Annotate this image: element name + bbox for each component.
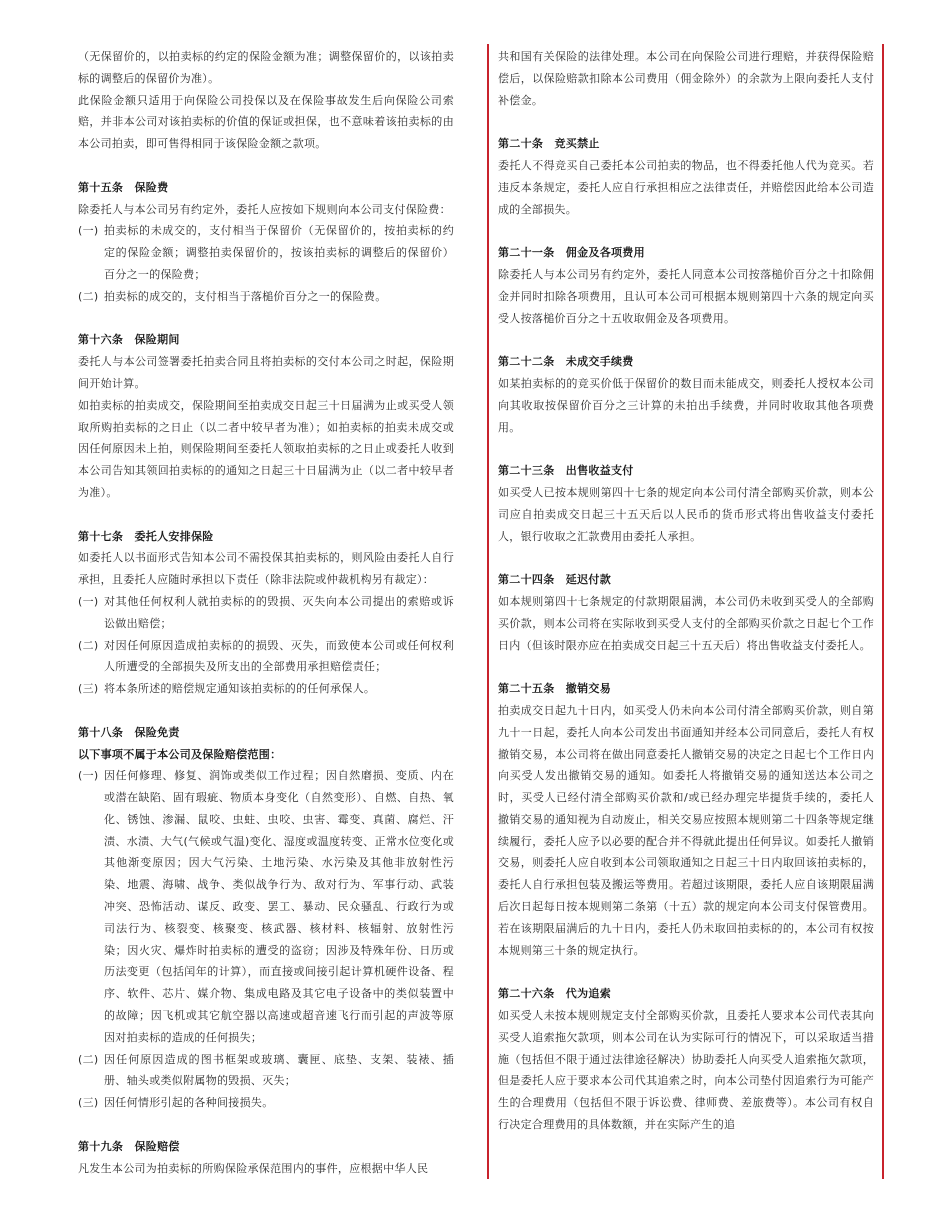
article-18-title: 第十八条 保险免责	[78, 725, 180, 739]
paragraph: 如买受人未按本规则规定支付全部购买价款，且委托人要求本公司代表其向买受人追索拖欠款项，则本公司在认为实际可行的情况下，可以采取适当措施（包括但不限于通过法律途径解决）协助委托人向买受人追索拖欠款项，但是委托人应于要求本公司代其追索之时，向本公司垫付因追索行为可能产生的合理费用（包括但不限于诉讼费、律师费、差旅费等）。本公司有权自行决定合理费用的具体数额，并在实际产生的追	[498, 1009, 874, 1132]
list-number: (二)	[78, 1052, 99, 1066]
left-column	[78, 46, 454, 1179]
paragraph: 共和国有关保险的法律处理。本公司在向保险公司进行理赔，并获得保险赔偿后，以保险赔款扣除本公司费用（佣金除外）的余款为上限向委托人支付补偿金。	[498, 50, 874, 107]
column-divider-right	[882, 44, 884, 1179]
list-text: 因任何情形引起的各种间接损失。	[104, 1096, 274, 1110]
article-21-title: 第二十一条 佣金及各项费用	[498, 246, 645, 260]
list-text: 对其他任何权利人就拍卖标的的毁损、灭失向本公司提出的索赔或诉讼做出赔偿；	[104, 594, 454, 630]
paragraph: 除委托人与本公司另有约定外，委托人同意本公司按落槌价百分之十扣除佣金并同时扣除各项费用，且认可本公司可根据本规则第四十六条的规定向买受人按落槌价百分之十五收取佣金及各项费用。	[498, 267, 874, 325]
paragraph: 如本规则第四十七条规定的付款期限届满，本公司仍未收到买受人的全部购买价款，则本公司将在实际收到买受人支付的全部购买价款之日起七个工作日内（但该时限亦应在拍卖成交日起三十五天后）将出售收益支付委托人。	[498, 594, 874, 652]
article-22-title: 第二十二条 未成交手续费	[498, 355, 634, 369]
list-number: (二)	[78, 289, 99, 303]
article-15-title: 第十五条 保险费	[78, 180, 169, 194]
list-item	[78, 1092, 454, 1114]
paragraph: 此保险金额只适用于向保险公司投保以及在保险事故发生后向保险公司索赔，并非本公司对该拍卖标的价值的保证或担保，也不意味着该拍卖标的由本公司拍卖，即可售得相同于该保险金额之款项。	[78, 93, 454, 151]
article-25-title: 第二十五条 撤销交易	[498, 682, 611, 696]
paragraph: 委托人与本公司签署委托拍卖合同且将拍卖标的交付本公司之时起，保险期间开始计算。	[78, 355, 454, 390]
list-number: (三)	[78, 1096, 99, 1110]
paragraph: 如买受人已按本规则第四十七条的规定向本公司付清全部购买价款，则本公司应自拍卖成交日起三十五天后以人民币的货币形式将出售收益支付委托人，银行收取之汇款费用由委托人承担。	[498, 485, 874, 543]
paragraph: 凡发生本公司为拍卖标的所购保险承保范围内的事件，应根据中华人民	[78, 1161, 429, 1175]
article-20-title: 第二十条 竞买禁止	[498, 137, 600, 151]
subheading: 以下事项不属于本公司及保险赔偿范围：	[78, 747, 282, 761]
list-text: 拍卖标的成交的，支付相当于落槌价百分之一的保险费。	[104, 289, 387, 303]
list-number: (一)	[78, 224, 99, 238]
list-number: (二)	[78, 638, 99, 652]
list-number: (三)	[78, 682, 99, 696]
article-16-title: 第十六条 保险期间	[78, 333, 180, 347]
article-26-title: 第二十六条 代为追索	[498, 987, 611, 1001]
paragraph: 拍卖成交日起九十日内，如买受人仍未向本公司付清全部购买价款，则自第九十一日起，委托人向本公司发出书面通知并经本公司同意后，委托人有权撤销交易，本公司将在做出同意委托人撤销交易的决定之日起七个工作日内向买受人发出撤销交易的通知。如委托人将撤销交易的通知送达本公司之时，买受人已经付清全部购买价款和/或已经办理完毕提货手续的，委托人撤销交易的通知视为自动废止，相关交易应按照本规则第二十四条等规定继续履行，委托人应予以必要的配合并不得就此提出任何异议。如委托人撤销交易，则委托人应自收到本公司领取通知之日起三十日内取回该拍卖标的，委托人自行承担包装及搬运等费用。若超过该期限，委托人应自该期限届满后次日起每日按本规则第二条第（十五）款的规定向本公司支付保管费用。若在该期限届满后的九十日内，委托人仍未取回拍卖标的的，本公司有权按本规则第三十条的规定执行。	[498, 703, 874, 957]
article-17-title: 第十七条 委托人安排保险	[78, 529, 214, 543]
list-item	[78, 220, 454, 285]
list-text: 因任何修理、修复、润饰或类似工作过程；因自然磨损、变质、内在或潜在缺陷、固有瑕疵、物质本身变化（自然变形）、自燃、自热、氧化、锈蚀、渗漏、鼠咬、虫蛀、虫咬、虫害、霉变、真菌、腐烂、汗渍、水渍、大气(气候或气温)变化、湿度或温度转变、正常水位变化或其他渐变原因；因大气污染、土地污染、水污染及其他非放射性污染、地震、海啸、战争、类似战争行为、敌对行为、军事行动、武装冲突、恐怖活动、谋反、政变、罢工、暴动、民众骚乱、行政行为或司法行为、核裂变、核聚变、核武器、核材料、核辐射、放射性污染；因火灾、爆炸时拍卖标的遭受的盗窃；因涉及特殊年份、日历或历法变更（包括闰年的计算），而直接或间接引起计算机硬件设备、程序、软件、芯片、媒介物、集成电路及其它电子设备中的类似装置中的故障；因飞机或其它航空器以高速或超音速飞行而引起的声波等原因对拍卖标的造成的任何损失；	[104, 769, 454, 1044]
right-column	[498, 46, 874, 1136]
list-item	[78, 765, 454, 1048]
article-24-title: 第二十四条 延迟付款	[498, 573, 611, 587]
paragraph: 委托人不得竞买自己委托本公司拍卖的物品，也不得委托他人代为竞买。若违反本条规定，委托人应自行承担相应之法律责任，并赔偿因此给本公司造成的全部损失。	[498, 158, 874, 216]
list-text: 因任何原因造成的图书框架或玻璃、囊匣、底垫、支架、装裱、插册、轴头或类似附属物的毁损、灭失；	[104, 1052, 454, 1088]
paragraph: 如委托人以书面形式告知本公司不需投保其拍卖标的，则风险由委托人自行承担，且委托人应随时承担以下责任（除非法院或仲裁机构另有裁定）：	[78, 551, 454, 587]
list-item	[78, 591, 454, 635]
list-item	[78, 286, 454, 308]
article-23-title: 第二十三条 出售收益支付	[498, 464, 634, 478]
list-number: (一)	[78, 594, 99, 608]
list-text: 将本条所述的赔偿规定通知该拍卖标的的任何承保人。	[104, 682, 376, 696]
list-item	[78, 635, 454, 679]
list-item	[78, 678, 454, 700]
paragraph: 如某拍卖标的的竞买价低于保留价的数目而未能成交，则委托人授权本公司向其收取按保留价百分之三计算的未拍出手续费，并同时收取其他各项费用。	[498, 376, 874, 434]
list-text: 对因任何原因造成拍卖标的的损毁、灭失，而致使本公司或任何权利人所遭受的全部损失及所支出的全部费用承担赔偿责任；	[104, 638, 454, 674]
article-19-title: 第十九条 保险赔偿	[78, 1139, 180, 1153]
list-number: (一)	[78, 769, 99, 783]
paragraph: （无保留价的，以拍卖标的约定的保险金额为准；调整保留价的，以该拍卖标的调整后的保留价为准）。	[78, 50, 454, 85]
column-divider-left	[487, 44, 489, 1179]
list-text: 拍卖标的未成交的，支付相当于保留价（无保留价的，按拍卖标的约定的保险金额；调整拍卖保留价的，按该拍卖标的调整后的保留价）百分之一的保险费；	[104, 224, 454, 281]
paragraph: 除委托人与本公司另有约定外，委托人应按如下规则向本公司支付保险费：	[78, 202, 451, 216]
list-item	[78, 1049, 454, 1093]
paragraph: 如拍卖标的拍卖成交，保险期间至拍卖成交日起三十日届满为止或买受人领取所购拍卖标的之日止（以二者中较早者为准）；如拍卖标的拍卖未成交或因任何原因未上拍，则保险期间至委托人领取拍卖标的之日止或委托人收到本公司告知其领回拍卖标的的通知之日起三十日届满为止（以二者中较早者为准）。	[78, 398, 454, 499]
